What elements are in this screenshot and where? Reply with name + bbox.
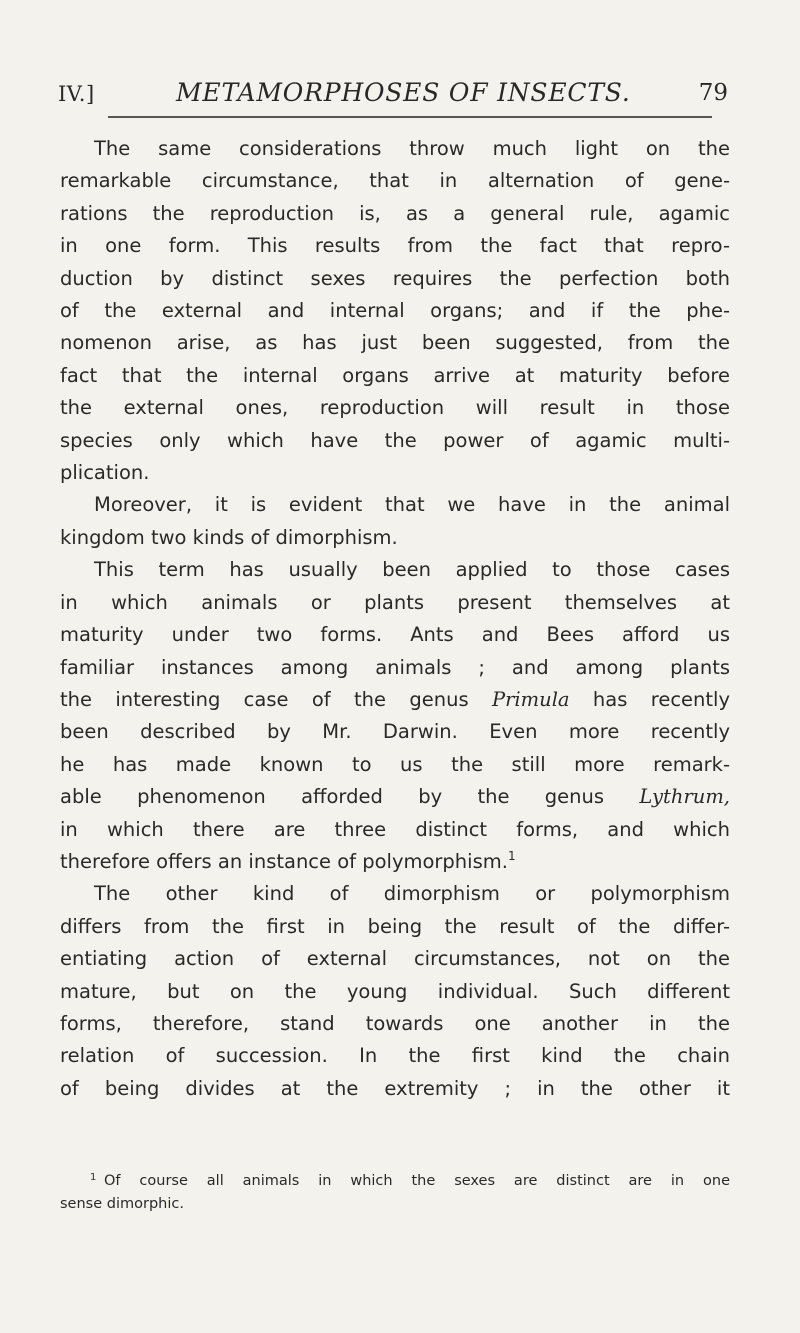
text-line: Moreover, it is evident that we have in the animal <box>94 493 730 517</box>
text-line: nomenon arise, as has just been suggested, from the <box>60 331 730 355</box>
body-text <box>60 133 730 1105</box>
text-segment: has recently <box>592 687 731 711</box>
text-line: entiating action of external circumstances, not on the <box>60 947 730 971</box>
text-line: been described by Mr. Darwin. Even more recently <box>60 720 730 744</box>
text-line: maturity under two forms. Ants and Bees afford us <box>60 623 730 647</box>
text-line: differs from the first in being the result of the differ- <box>60 914 730 938</box>
footnote-reference: 1 <box>507 848 516 863</box>
text-line: he has made known to us the still more remark- <box>60 752 730 776</box>
text-line: forms, therefore, stand towards one another in the <box>60 1011 730 1035</box>
text-line: rations the reproduction is, as a general rule, agamic <box>60 201 730 225</box>
section-number: IV.] <box>58 82 95 106</box>
text-line: familiar instances among animals ; and among plants <box>60 655 730 679</box>
italic-genus-lythrum: Lythrum, <box>639 785 731 809</box>
header-rule <box>108 116 712 118</box>
footnote <box>60 1170 730 1216</box>
text-line: of being divides at the extremity ; in the other it <box>60 1076 730 1100</box>
text-line-with-italic <box>60 684 730 716</box>
text-line: The other kind of dimorphism or polymorphism <box>94 882 730 906</box>
footnote-text: Of course all animals in which the sexes are distinct are in one <box>104 1173 730 1189</box>
text-line: The same considerations throw much light on the <box>94 137 730 160</box>
text-line: remarkable circumstance, that in alternation of gene- <box>60 169 730 193</box>
running-head <box>58 72 728 112</box>
text-line: relation of succession. In the first kind the chain <box>60 1044 730 1068</box>
text-line: mature, but on the young individual. Such different <box>60 979 730 1003</box>
text-line: in one form. This results from the fact that repro- <box>60 234 730 258</box>
text-line: in which animals or plants present themselves at <box>60 590 730 614</box>
text-line: species only which have the power of agamic multi- <box>60 428 730 452</box>
text-line: in which there are three distinct forms, and which <box>60 817 730 841</box>
text-line: plication. <box>60 461 150 485</box>
text-line-with-italic <box>60 781 730 813</box>
text-line-with-footnote-ref <box>60 846 730 878</box>
footnote-line: sense dimorphic. <box>60 1196 184 1212</box>
footnote-marker: 1 <box>90 1172 97 1183</box>
text-segment: the interesting case of the genus <box>60 687 469 711</box>
running-title: METAMORPHOSES OF INSECTS. <box>176 78 631 107</box>
text-line: kingdom two kinds of dimorphism. <box>60 525 398 549</box>
text-line: duction by distinct sexes requires the perfection both <box>60 266 730 290</box>
text-line: This term has usually been applied to those cases <box>94 558 730 582</box>
italic-genus-primula: Primula <box>491 687 570 711</box>
text-line: fact that the internal organs arrive at maturity before <box>60 363 730 387</box>
text-line: of the external and internal organs; and if the phe- <box>60 299 730 323</box>
footnote-line <box>60 1170 730 1193</box>
text-line: the external ones, reproduction will result in those <box>60 396 730 420</box>
text-segment: therefore offers an instance of polymorphism. <box>60 849 508 873</box>
page-number: 79 <box>698 80 728 106</box>
text-segment: able phenomenon afforded by the genus <box>60 785 605 809</box>
